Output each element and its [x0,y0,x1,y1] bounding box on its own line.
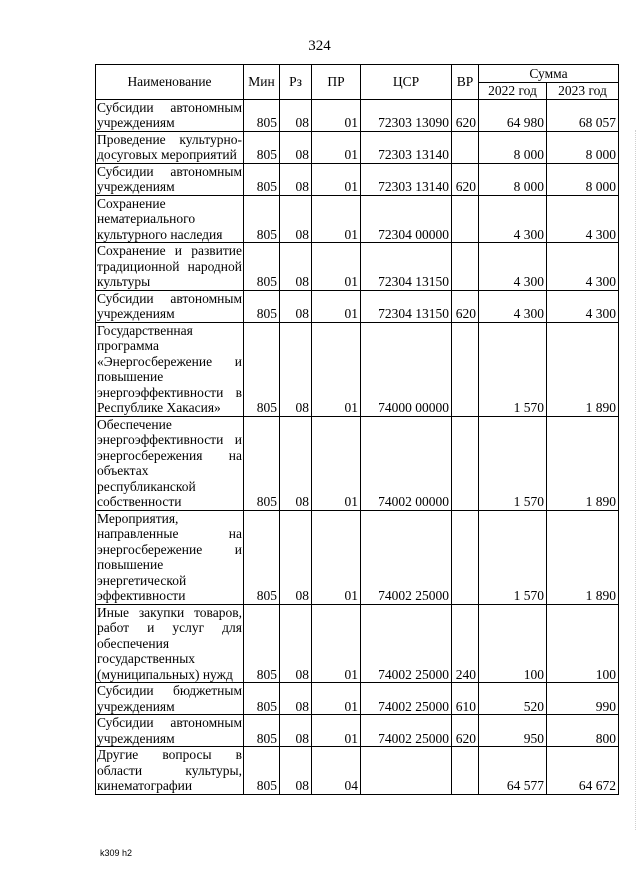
row-rz: 08 [280,715,312,747]
row-rz: 08 [280,322,312,416]
row-sum-2023: 100 [547,604,619,683]
row-rz: 08 [280,163,312,195]
header-rz: Рз [280,65,312,100]
header-name: Наименование [96,65,244,100]
row-csr: 74002 25000 [361,510,452,604]
row-vr [452,243,479,291]
row-min: 805 [244,715,280,747]
row-min: 805 [244,416,280,510]
row-vr [452,416,479,510]
row-csr: 72304 00000 [361,195,452,243]
row-sum-2022: 8 000 [479,131,547,163]
table-row [96,715,619,747]
row-pr: 01 [312,683,361,715]
row-csr: 74002 25000 [361,715,452,747]
row-csr: 74002 25000 [361,604,452,683]
row-vr: 240 [452,604,479,683]
row-min: 805 [244,243,280,291]
row-csr [361,747,452,795]
header-min: Мин [244,65,280,100]
table-row [96,290,619,322]
row-csr: 72304 13150 [361,243,452,291]
budget-table [95,64,619,795]
row-vr [452,322,479,416]
row-pr: 01 [312,131,361,163]
row-pr: 01 [312,243,361,291]
row-min: 805 [244,290,280,322]
row-vr: 620 [452,290,479,322]
row-csr: 74002 25000 [361,683,452,715]
row-sum-2023: 990 [547,683,619,715]
row-sum-2023: 1 890 [547,322,619,416]
row-pr: 01 [312,510,361,604]
row-rz: 08 [280,290,312,322]
row-name: Субсидии бюджетным учреждениям [97,683,242,714]
row-min: 805 [244,604,280,683]
row-vr [452,747,479,795]
row-vr [452,510,479,604]
row-sum-2022: 8 000 [479,163,547,195]
row-sum-2022: 100 [479,604,547,683]
row-csr: 74002 00000 [361,416,452,510]
table-row [96,163,619,195]
header-year-2022: 2022 год [479,83,547,100]
table-row [96,510,619,604]
row-pr: 01 [312,195,361,243]
row-vr: 610 [452,683,479,715]
row-rz: 08 [280,510,312,604]
row-name: Субсидии автономным учреждениям [97,290,242,321]
row-sum-2022: 4 300 [479,243,547,291]
row-sum-2022: 1 570 [479,510,547,604]
row-sum-2023: 64 672 [547,747,619,795]
row-sum-2023: 1 890 [547,416,619,510]
row-rz: 08 [280,604,312,683]
row-pr: 01 [312,322,361,416]
table-row [96,243,619,291]
table-row [96,131,619,163]
header-year-2023: 2023 год [547,83,619,100]
row-pr: 01 [312,163,361,195]
row-sum-2023: 68 057 [547,99,619,131]
row-name: Государственная программа «Энергосбережение и повышение энергоэффективности в Республике Хакасия» [97,322,242,415]
row-rz: 08 [280,683,312,715]
footer-code: k309 h2 [100,848,133,858]
table-row [96,195,619,243]
row-sum-2023: 8 000 [547,131,619,163]
row-min: 805 [244,99,280,131]
row-name: Сохранение нематериального культурного наследия [96,195,244,243]
row-rz: 08 [280,243,312,291]
header-vr: ВР [452,65,479,100]
row-min: 805 [244,195,280,243]
row-pr: 04 [312,747,361,795]
table-row [96,416,619,510]
row-pr: 01 [312,715,361,747]
row-pr: 01 [312,290,361,322]
row-csr: 72303 13140 [361,163,452,195]
row-name: Другие вопросы в области культуры, кинематографии [97,747,242,793]
row-name: Мероприятия, направленные на энергосбережение и повышение энергетической эффективности [97,510,242,603]
row-csr: 72303 13090 [361,99,452,131]
row-sum-2022: 1 570 [479,416,547,510]
table-row [96,99,619,131]
row-vr [452,195,479,243]
row-sum-2022: 64 980 [479,99,547,131]
header-sum: Сумма [479,65,619,83]
row-name: Субсидии автономным учреждениям [97,99,242,130]
row-name: Проведение культурно-досуговых мероприятий [97,131,242,162]
row-min: 805 [244,683,280,715]
row-csr: 72304 13150 [361,290,452,322]
header-pr: ПР [312,65,361,100]
row-sum-2022: 4 300 [479,290,547,322]
row-rz: 08 [280,195,312,243]
row-rz: 08 [280,99,312,131]
table-row [96,747,619,795]
row-pr: 01 [312,604,361,683]
row-name: Иные закупки товаров, работ и услуг для обеспечения государственных (муниципальных) нужд [97,604,242,682]
row-min: 805 [244,747,280,795]
row-sum-2022: 950 [479,715,547,747]
row-rz: 08 [280,416,312,510]
row-rz: 08 [280,131,312,163]
row-sum-2023: 1 890 [547,510,619,604]
row-min: 805 [244,163,280,195]
row-rz: 08 [280,747,312,795]
row-sum-2022: 4 300 [479,195,547,243]
row-min: 805 [244,322,280,416]
row-name: Субсидии автономным учреждениям [97,715,242,746]
row-name: Субсидии автономным учреждениям [97,163,242,194]
row-min: 805 [244,131,280,163]
table-row [96,322,619,416]
row-sum-2023: 8 000 [547,163,619,195]
row-sum-2023: 800 [547,715,619,747]
row-csr: 72303 13140 [361,131,452,163]
row-vr: 620 [452,99,479,131]
page-number: 324 [308,38,331,54]
row-sum-2022: 1 570 [479,322,547,416]
row-csr: 74000 00000 [361,322,452,416]
row-vr: 620 [452,715,479,747]
row-sum-2022: 520 [479,683,547,715]
row-name: Сохранение и развитие традиционной народной культуры [97,243,242,289]
scan-edge-artifact [634,130,636,830]
row-sum-2023: 4 300 [547,290,619,322]
table-row [96,604,619,683]
row-name: Обеспечение энергоэффективности и энергосбережения на объектах республиканской собственности [97,416,242,509]
table-row [96,683,619,715]
row-vr [452,131,479,163]
header-csr: ЦСР [361,65,452,100]
row-sum-2022: 64 577 [479,747,547,795]
row-pr: 01 [312,416,361,510]
row-sum-2023: 4 300 [547,195,619,243]
row-vr: 620 [452,163,479,195]
row-pr: 01 [312,99,361,131]
row-min: 805 [244,510,280,604]
row-sum-2023: 4 300 [547,243,619,291]
